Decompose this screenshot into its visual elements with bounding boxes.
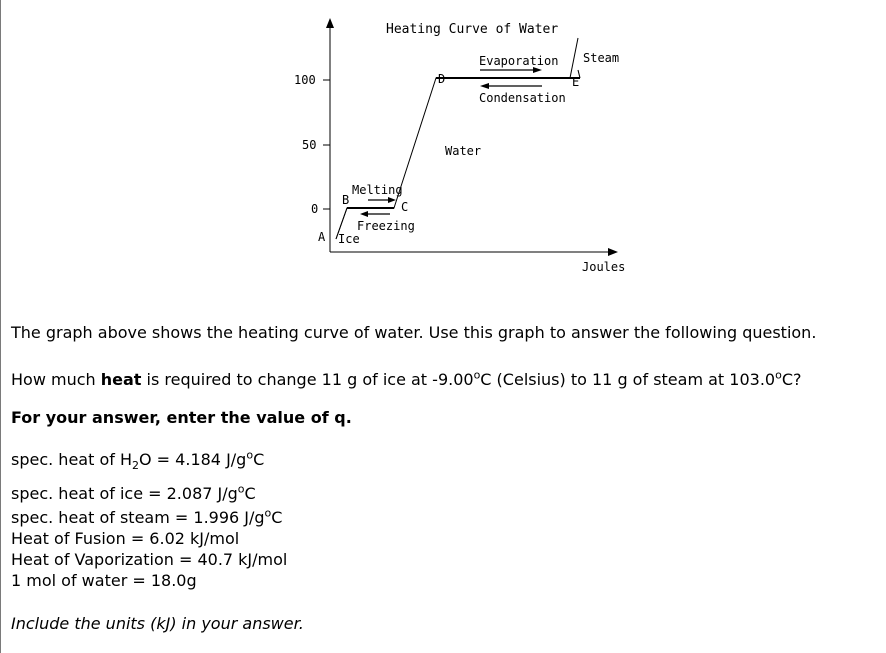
phase-label-ice: Ice: [338, 232, 360, 246]
instruction-text: For your answer, enter the value of q.: [11, 408, 352, 427]
phase-label-steam: Steam: [583, 51, 620, 65]
transition-label-condensation: Condensation: [479, 91, 566, 105]
point-label-a: A: [318, 230, 326, 244]
y-axis-arrowhead: [326, 18, 334, 28]
y-tick-label-100: 100: [294, 73, 316, 87]
x-axis-arrowhead: [608, 248, 618, 256]
degree-sup-2: o: [775, 368, 782, 382]
water-unit: C: [253, 450, 265, 469]
question-part4: C?: [781, 370, 802, 389]
transition-label-evaporation: Evaporation: [479, 54, 559, 68]
intro-text: The graph above shows the heating curve of water. Use this graph to answer the following question.: [11, 323, 817, 342]
transition-label-melting: Melting: [352, 183, 403, 197]
point-label-e: E: [572, 75, 580, 89]
heating-curve-diagram: [280, 10, 640, 285]
water-heat-value: O = 4.184 J/g: [139, 450, 247, 469]
condensation-arrowhead: [480, 83, 489, 89]
water-subscript: 2: [132, 459, 139, 473]
question-content: [11, 322, 871, 634]
steam-unit: C: [271, 508, 283, 527]
ice-heat-text: spec. heat of ice = 2.087 J/g: [11, 484, 238, 503]
point-label-c: C: [401, 200, 409, 214]
constant-water-specific-heat: [11, 448, 871, 473]
water-degree: o: [246, 448, 254, 462]
point-label-d: D: [438, 72, 446, 86]
ice-degree: o: [237, 482, 245, 496]
diagram-title: Heating Curve of Water: [386, 22, 559, 37]
constant-steam-specific-heat: [11, 507, 871, 528]
left-border: [0, 0, 1, 653]
transition-label-freezing: Freezing: [357, 219, 415, 233]
freezing-arrowhead: [360, 211, 368, 217]
steam-degree: o: [264, 506, 272, 520]
constant-ice-specific-heat: [11, 481, 871, 507]
units-note: Include the units (kJ) in your answer.: [11, 614, 304, 633]
steam-heat-text: spec. heat of steam = 1.996 J/g: [11, 508, 265, 527]
constant-heat-of-fusion: Heat of Fusion = 6.02 kJ/mol: [11, 529, 240, 548]
degree-sup-1: o: [473, 368, 481, 382]
question-part2: is required to change 11 g of ice at -9.00: [141, 370, 474, 389]
question-part3: C (Celsius) to 11 g of steam at 103.0: [480, 370, 776, 389]
ice-unit: C: [244, 484, 256, 503]
constant-heat-of-vaporization: Heat of Vaporization = 40.7 kJ/mol: [11, 550, 288, 569]
question-bold-heat: heat: [100, 370, 142, 389]
constant-molar-mass: 1 mol of water = 18.0g: [11, 571, 197, 590]
question-part1: How much: [11, 370, 101, 389]
melting-arrowhead: [388, 197, 396, 203]
point-label-b: B: [342, 193, 350, 207]
y-tick-label-0: 0: [311, 202, 319, 216]
steam-segment-upper: [570, 38, 578, 78]
constants-list: [11, 449, 871, 591]
phase-label-water: Water: [445, 144, 482, 158]
water-heat-prefix: spec. heat of H: [11, 450, 132, 469]
question-text: [11, 369, 871, 390]
x-axis-label: Joules: [582, 260, 626, 274]
y-tick-label-50: 50: [302, 138, 317, 152]
